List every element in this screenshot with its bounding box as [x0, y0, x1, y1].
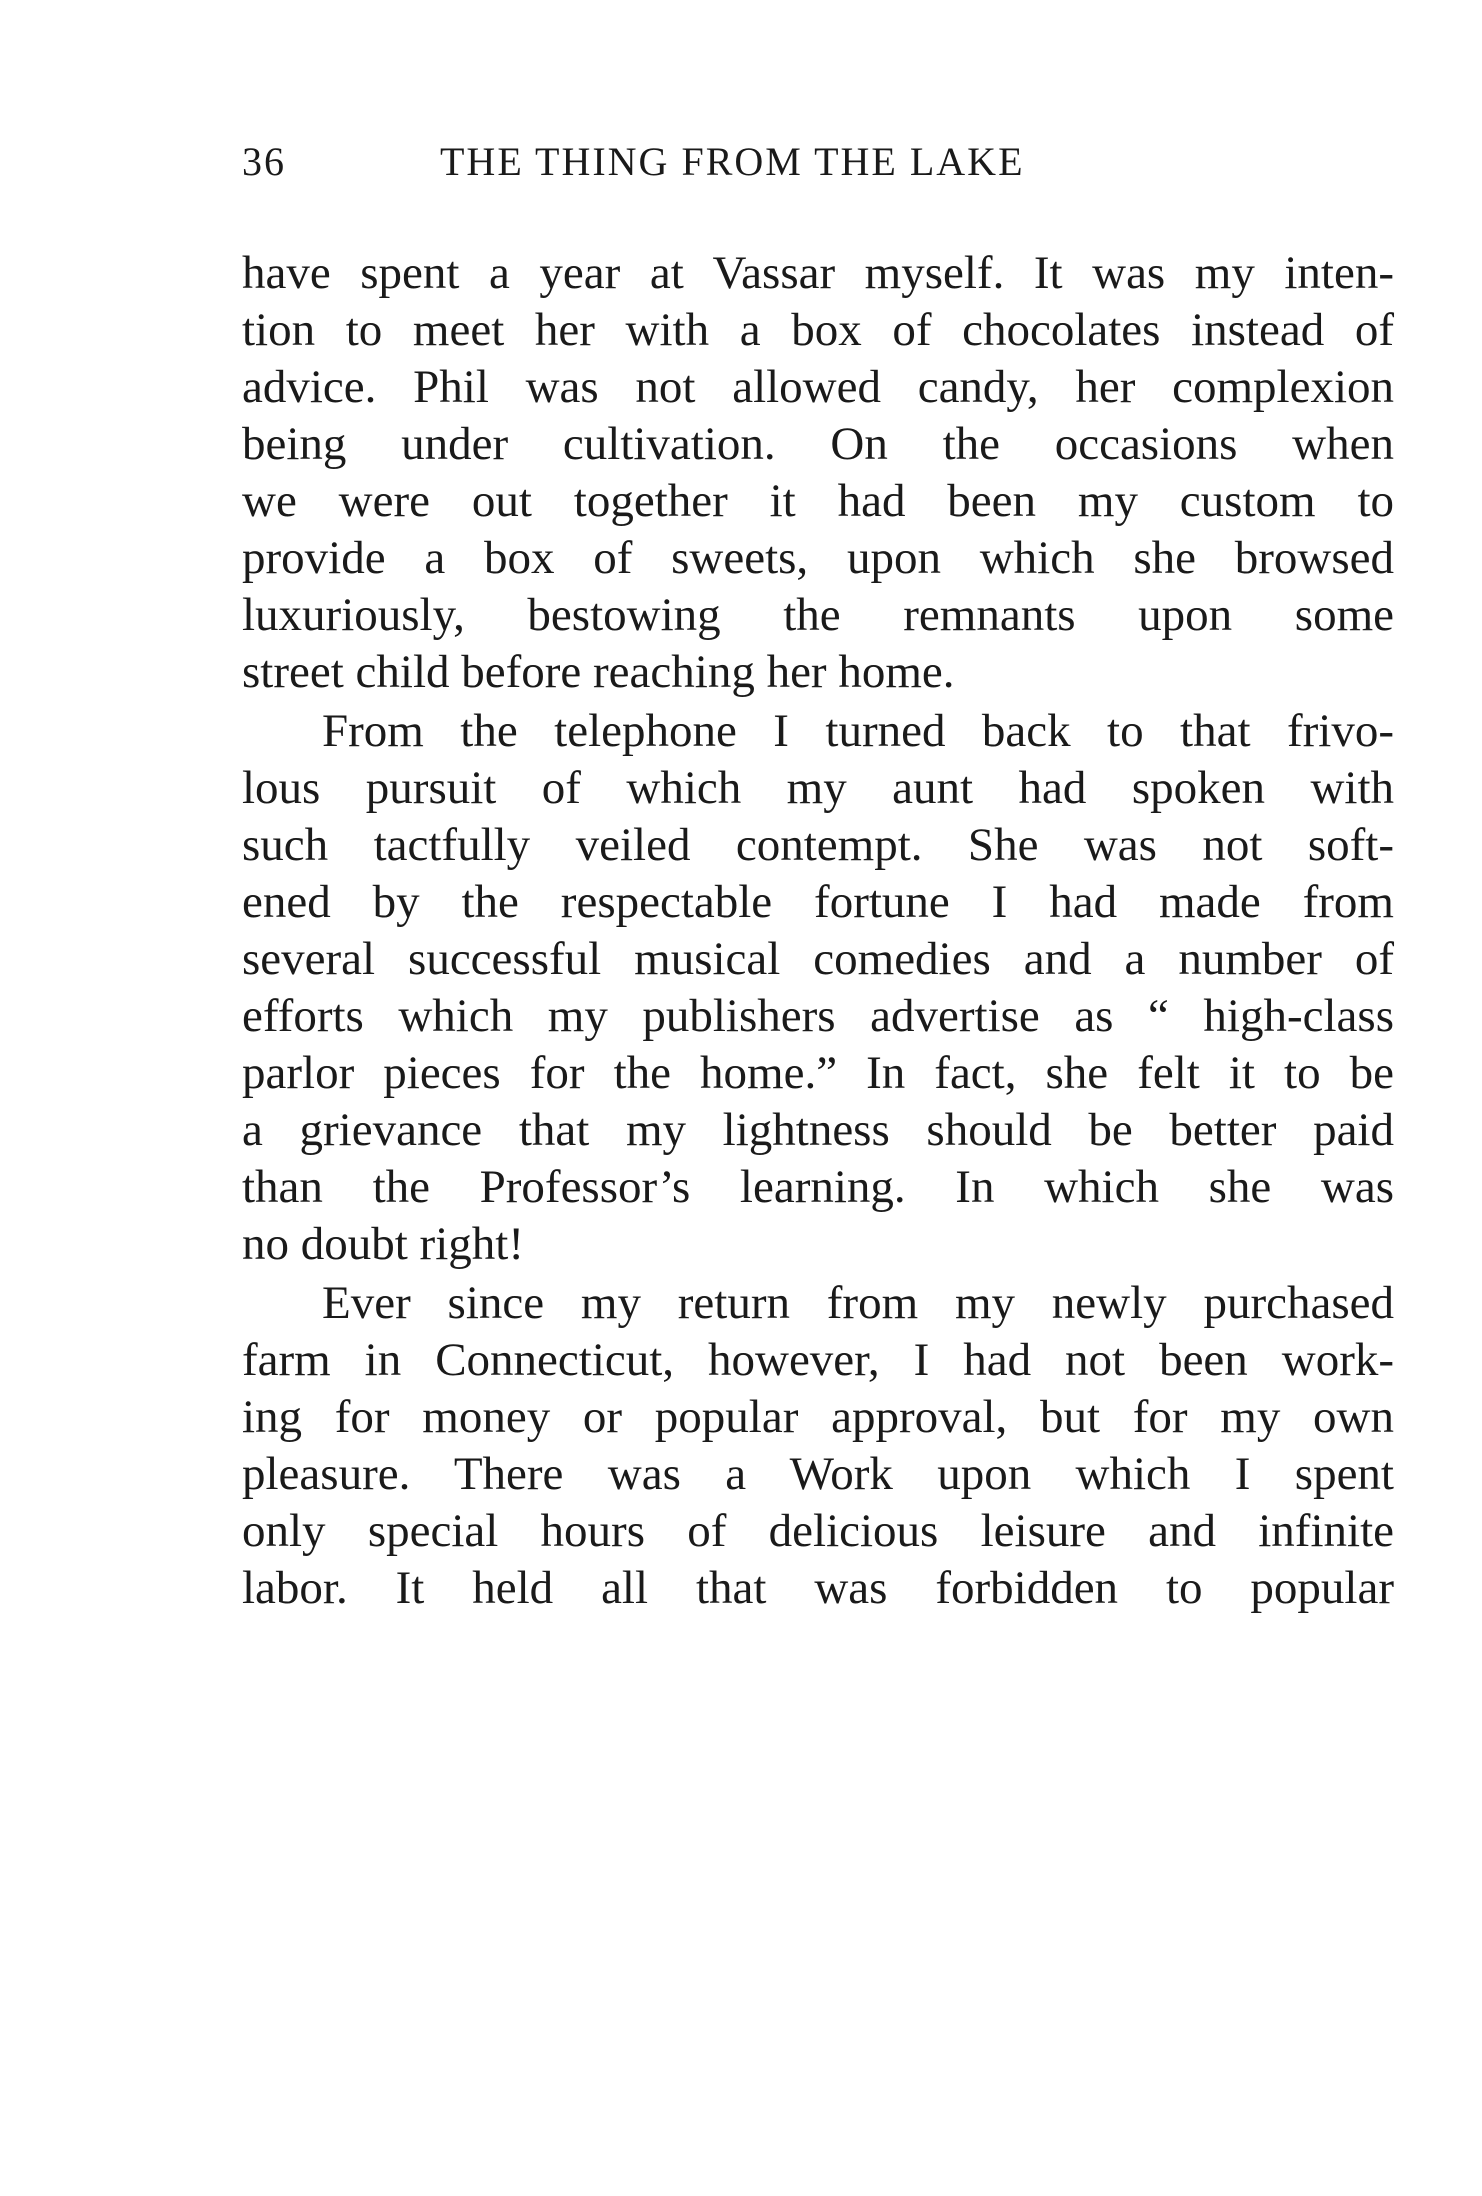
- text-line: lous pursuit of which my aunt had spoken with: [242, 762, 1394, 814]
- text-line: efforts which my publishers advertise as “ high-class: [242, 990, 1394, 1042]
- text-line: only special hours of delicious leisure and infinite: [242, 1505, 1394, 1557]
- text-line: labor. It held all that was forbidden to popular: [242, 1562, 1394, 1614]
- text-line: parlor pieces for the home.” In fact, she felt it to be: [242, 1047, 1394, 1099]
- text-line: provide a box of sweets, upon which she browsed: [242, 532, 1394, 584]
- text-line: street child before reaching her home.: [242, 646, 955, 698]
- text-line: being under cultivation. On the occasions when: [242, 418, 1394, 470]
- text-line: several successful musical comedies and a number of: [242, 933, 1394, 985]
- text-line: farm in Connecticut, however, I had not been work-: [242, 1334, 1394, 1386]
- text-line: a grievance that my lightness should be better paid: [242, 1104, 1394, 1156]
- running-title: THE THING FROM THE LAKE: [440, 139, 1025, 184]
- text-line: have spent a year at Vassar myself. It was my inten-: [242, 247, 1394, 299]
- text-line: than the Professor’s learning. In which she was: [242, 1161, 1394, 1213]
- page-number: 36: [242, 139, 286, 184]
- text-line: such tactfully veiled contempt. She was not soft-: [242, 819, 1394, 871]
- text-line: ing for money or popular approval, but for my own: [242, 1391, 1394, 1443]
- text-line: From the telephone I turned back to that frivo-: [322, 705, 1394, 757]
- text-line: we were out together it had been my custom to: [242, 475, 1394, 527]
- text-line: luxuriously, bestowing the remnants upon some: [242, 589, 1394, 641]
- text-line: tion to meet her with a box of chocolates instead of: [242, 304, 1394, 356]
- text-line: no doubt right!: [242, 1218, 524, 1270]
- text-line: pleasure. There was a Work upon which I spent: [242, 1448, 1394, 1500]
- text-line: Ever since my return from my newly purchased: [322, 1277, 1394, 1329]
- page-header: [242, 138, 1242, 198]
- text-line: advice. Phil was not allowed candy, her complexion: [242, 361, 1394, 413]
- text-line: ened by the respectable fortune I had made from: [242, 876, 1394, 928]
